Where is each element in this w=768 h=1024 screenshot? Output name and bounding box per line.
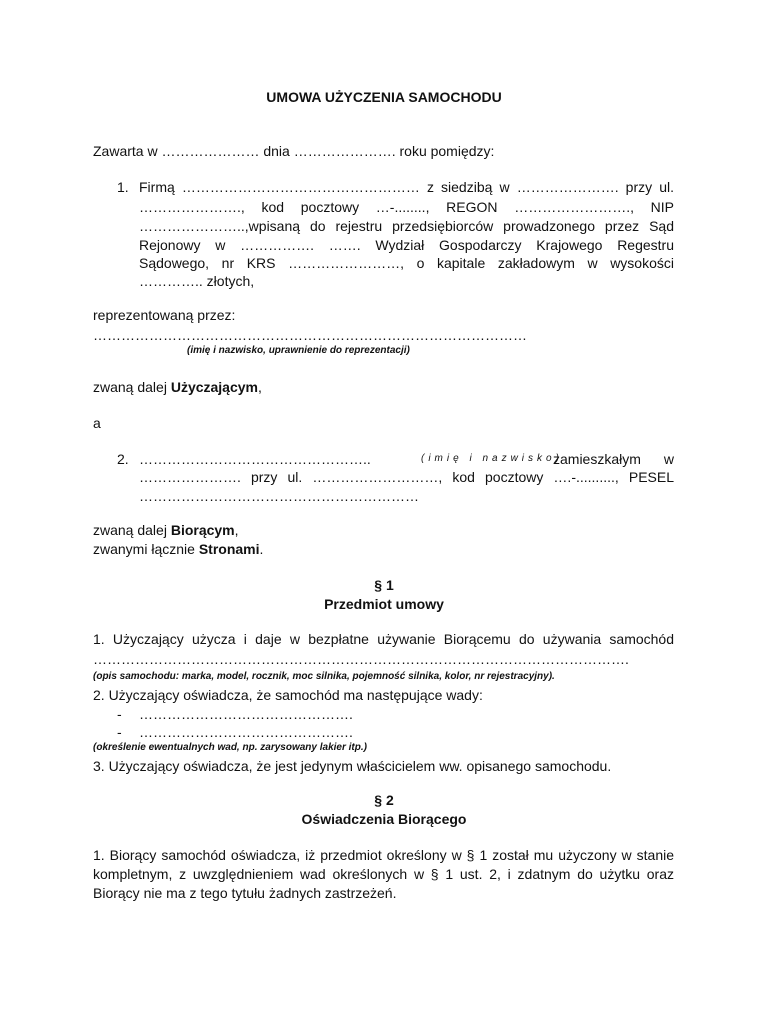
party2-line: …………………. przy ul. ………………………, kod pocztowy ….-.........., PESEL — [139, 469, 674, 485]
party1-line: Rejonowy w ……………. ……. Wydział Gospodarczy Krajowego Regestru — [139, 237, 674, 253]
document-title: UMOWA UŻYCZENIA SAMOCHODU — [266, 89, 502, 105]
lender-line — [93, 377, 262, 397]
section2-paragraph: 1. Biorący samochód oświadcza, iż przedmiot określony w § 1 został mu użyczony w stanie — [93, 847, 674, 863]
section2-number: § 2 — [374, 792, 394, 808]
borrower-suffix: , — [234, 522, 239, 538]
bullet-mark: - — [117, 724, 122, 740]
parties-prefix: zwanymi łącznie — [93, 541, 199, 557]
section2-paragraph: Biorący nie ma z tego tytułu żadnych zastrzeżeń. — [93, 885, 397, 901]
borrower-line — [93, 520, 239, 540]
section2-title: Oświadczenia Biorącego — [301, 811, 467, 827]
section1-paragraph: 1. Użyczający użycza i daje w bezpłatne używanie Biorącemu do używania samochód — [93, 631, 674, 647]
borrower-prefix: zwaną dalej — [93, 522, 171, 538]
parties-suffix: . — [259, 541, 264, 557]
parties-name: Stronami — [198, 541, 260, 557]
represented-note: (imię i nazwisko, uprawnienie do reprezentacji) — [187, 345, 410, 356]
party1-last-line: ………….. złotych, — [139, 273, 255, 289]
parties-line — [93, 539, 263, 559]
section2-paragraph: kompletnym, z uwzględnieniem wad określonych w § 1 ust. 2, i zdatnym do użytku oraz — [93, 866, 674, 882]
party2-dots: ………………………………………….. — [139, 451, 371, 467]
party1-line: …………………., kod pocztowy …-........, REGON ……………………., NIP — [139, 199, 674, 215]
lender-name: Użyczającym — [170, 379, 258, 395]
party1-number: 1. — [117, 179, 129, 195]
party2-number: 2. — [117, 451, 129, 467]
section1-paragraph: 2. Użyczający oświadcza, że samochód ma następujące wady: — [93, 687, 483, 703]
party2-name-note: (imię i nazwisko) — [421, 453, 563, 464]
bullet-item: ………………………………………. — [139, 706, 353, 722]
represented-dots: ………………………………………………………………………………… — [93, 327, 527, 343]
party1-line: Firmą …………………………………………… z siedzibą w …………………. przy ul. — [139, 179, 674, 195]
bullet-mark: - — [117, 706, 122, 722]
bullet-item: ………………………………………. — [139, 724, 353, 740]
section1-paragraph: 3. Użyczający oświadcza, że jest jedynym właścicielem ww. opisanego samochodu. — [93, 758, 612, 774]
and-word: a — [93, 415, 101, 431]
borrower-name: Biorącym — [170, 522, 235, 538]
lender-suffix: , — [258, 379, 262, 395]
party1-line: …………………..,wpisaną do rejestru przedsiębiorców prowadzonego przez Sąd — [139, 218, 674, 234]
party1-line: Sądowego, nr KRS ……………………, o kapitale zakładowym w wysokości — [139, 255, 674, 271]
party2-line: …………………………………………………… — [139, 488, 419, 504]
represented-label: reprezentowaną przez: — [93, 307, 236, 323]
section1-number: § 1 — [374, 577, 394, 593]
section1-defects-note: (określenie ewentualnych wad, np. zarysowany lakier itp.) — [93, 742, 367, 753]
party2-residence: zamieszkałym w — [553, 451, 674, 467]
intro-line: Zawarta w ………………… dnia …………………. roku pomiędzy: — [93, 143, 495, 159]
section1-dots: ……………………………………………………………………………………………………. — [93, 651, 629, 667]
section1-title: Przedmiot umowy — [324, 596, 444, 612]
lender-prefix: zwaną dalej — [93, 379, 171, 395]
section1-car-note: (opis samochodu: marka, model, rocznik, moc silnika, pojemność silnika, kolor, nr rejestracyjny). — [93, 671, 555, 682]
